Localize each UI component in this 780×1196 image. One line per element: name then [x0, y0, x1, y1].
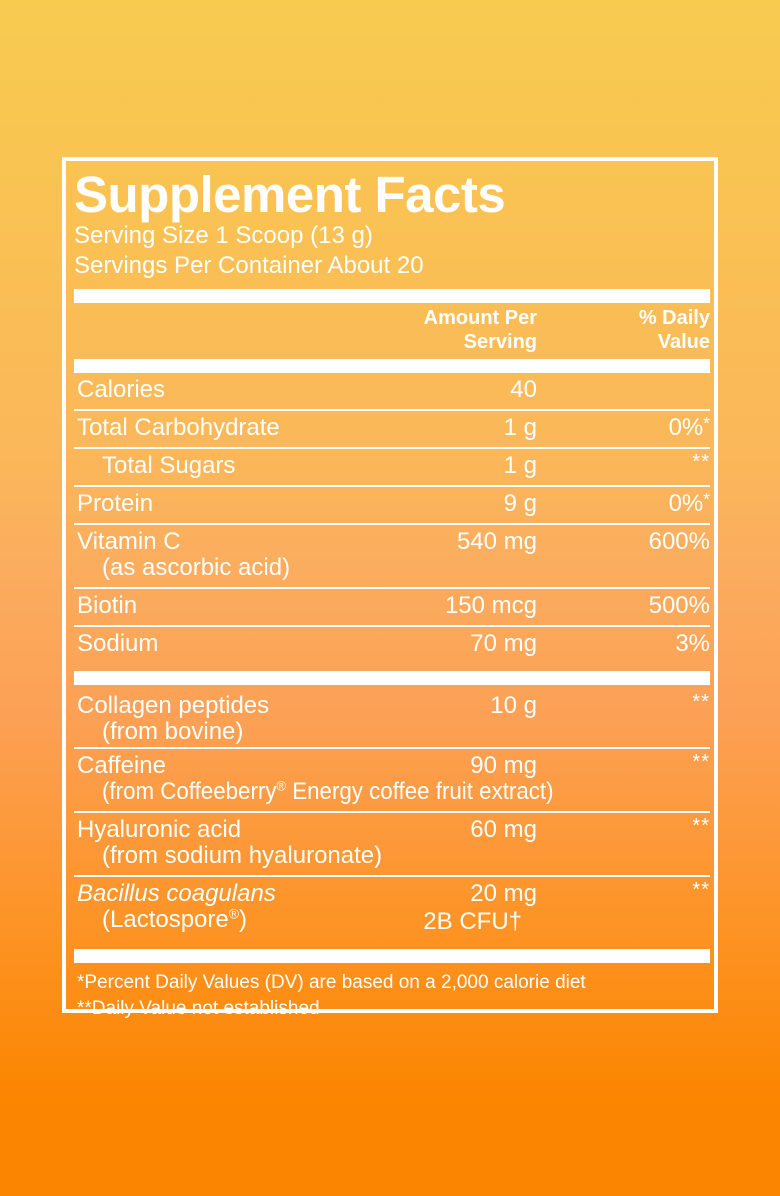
- ingredient-source: (from sodium hyaluronate): [102, 842, 383, 869]
- table-row: [74, 411, 710, 447]
- nutrient-daily-value: **: [692, 451, 710, 473]
- table-row: [74, 877, 710, 943]
- ingredient-source: (Lactospore®): [102, 905, 247, 933]
- rule-thick-blend-top: [74, 671, 710, 685]
- table-row: [74, 373, 710, 409]
- table-row: [74, 525, 710, 587]
- ingredient-amount: 60 mg: [470, 816, 537, 843]
- dv-header-line2: Value: [657, 331, 710, 353]
- ingredient-amount: 90 mg: [470, 752, 537, 779]
- registered-trademark-icon: ®: [228, 905, 239, 922]
- supplement-facts-inner: [74, 165, 710, 1022]
- nutrient-amount: 1 g: [503, 452, 537, 479]
- ingredient-source: (from Coffeeberry® Energy coffee fruit extract): [102, 777, 554, 805]
- ingredient-cfu: 2B CFU†: [423, 908, 522, 935]
- rule-thick-top: [74, 289, 710, 303]
- nutrient-name: Vitamin C: [77, 528, 181, 555]
- footnote-dv-not-established: **Daily Value not established: [77, 998, 320, 1019]
- ingredient-daily-value: **: [692, 879, 710, 901]
- ingredient-amount: 10 g: [490, 692, 537, 719]
- nutrient-amount: 40: [510, 376, 537, 403]
- table-row: [74, 627, 710, 663]
- table-row: [74, 813, 710, 875]
- nutrient-daily-value: 3%: [675, 630, 710, 657]
- table-row: [74, 689, 710, 747]
- nutrient-name: Biotin: [77, 592, 138, 619]
- nutrient-name: Calories: [77, 376, 166, 403]
- footnote-percent-dv: *Percent Daily Values (DV) are based on a 2,000 calorie diet: [77, 972, 586, 993]
- nutrient-name: Protein: [77, 490, 154, 517]
- ingredient-name: Bacillus coagulans: [77, 880, 276, 907]
- supplement-facts-panel: [62, 157, 718, 1019]
- nutrient-name: Total Sugars: [102, 452, 236, 479]
- nutrient-amount: 70 mg: [470, 630, 537, 657]
- nutrient-amount: 150 mcg: [444, 592, 537, 619]
- ingredient-name: Hyaluronic acid: [77, 816, 242, 843]
- amount-header-line2: Serving: [463, 331, 537, 353]
- nutrient-amount: 540 mg: [456, 528, 537, 555]
- footnote-marker: *: [703, 489, 710, 510]
- registered-trademark-icon: ®: [276, 777, 287, 794]
- rule-thick-footnote-top: [74, 949, 710, 963]
- nutrient-name: Total Carbohydrate: [77, 414, 280, 441]
- nutrient-source: (as ascorbic acid): [102, 554, 291, 581]
- nutrient-amount: 9 g: [503, 490, 537, 517]
- ingredient-daily-value: **: [692, 751, 710, 773]
- rule-thick-header-bottom: [74, 359, 710, 373]
- table-row: [74, 449, 710, 485]
- serving-size-text: Serving Size 1 Scoop (13 g): [74, 222, 373, 249]
- nutrient-daily-value: 600%: [648, 528, 710, 555]
- ingredient-amount: 20 mg: [470, 880, 537, 907]
- daily-value-header: [550, 306, 710, 354]
- table-row: [74, 487, 710, 523]
- footnotes: [74, 970, 710, 1022]
- ingredient-name: Collagen peptides: [77, 692, 270, 719]
- nutrient-amount: 1 g: [503, 414, 537, 441]
- ingredient-name: Caffeine: [77, 752, 166, 779]
- footnote-marker: *: [703, 413, 710, 434]
- nutrient-daily-value: 500%: [648, 592, 710, 619]
- dv-header-line1: % Daily: [638, 307, 710, 329]
- ingredient-source: (from bovine): [102, 718, 244, 745]
- table-row: [74, 749, 710, 811]
- nutrient-daily-value: 0%*: [668, 413, 710, 441]
- nutrient-name: Sodium: [77, 630, 159, 657]
- page-title: Supplement Facts: [74, 166, 506, 223]
- amount-header-line1: Amount Per: [423, 307, 537, 329]
- ingredient-daily-value: **: [692, 691, 710, 713]
- column-header-row: [74, 303, 710, 359]
- servings-per-container-text: Servings Per Container About 20: [74, 252, 424, 279]
- ingredient-daily-value: **: [692, 815, 710, 837]
- amount-per-serving-header: [317, 306, 537, 354]
- table-row: [74, 589, 710, 625]
- spacer: [74, 281, 710, 289]
- spacer: [74, 663, 710, 671]
- nutrient-daily-value: 0%*: [668, 489, 710, 517]
